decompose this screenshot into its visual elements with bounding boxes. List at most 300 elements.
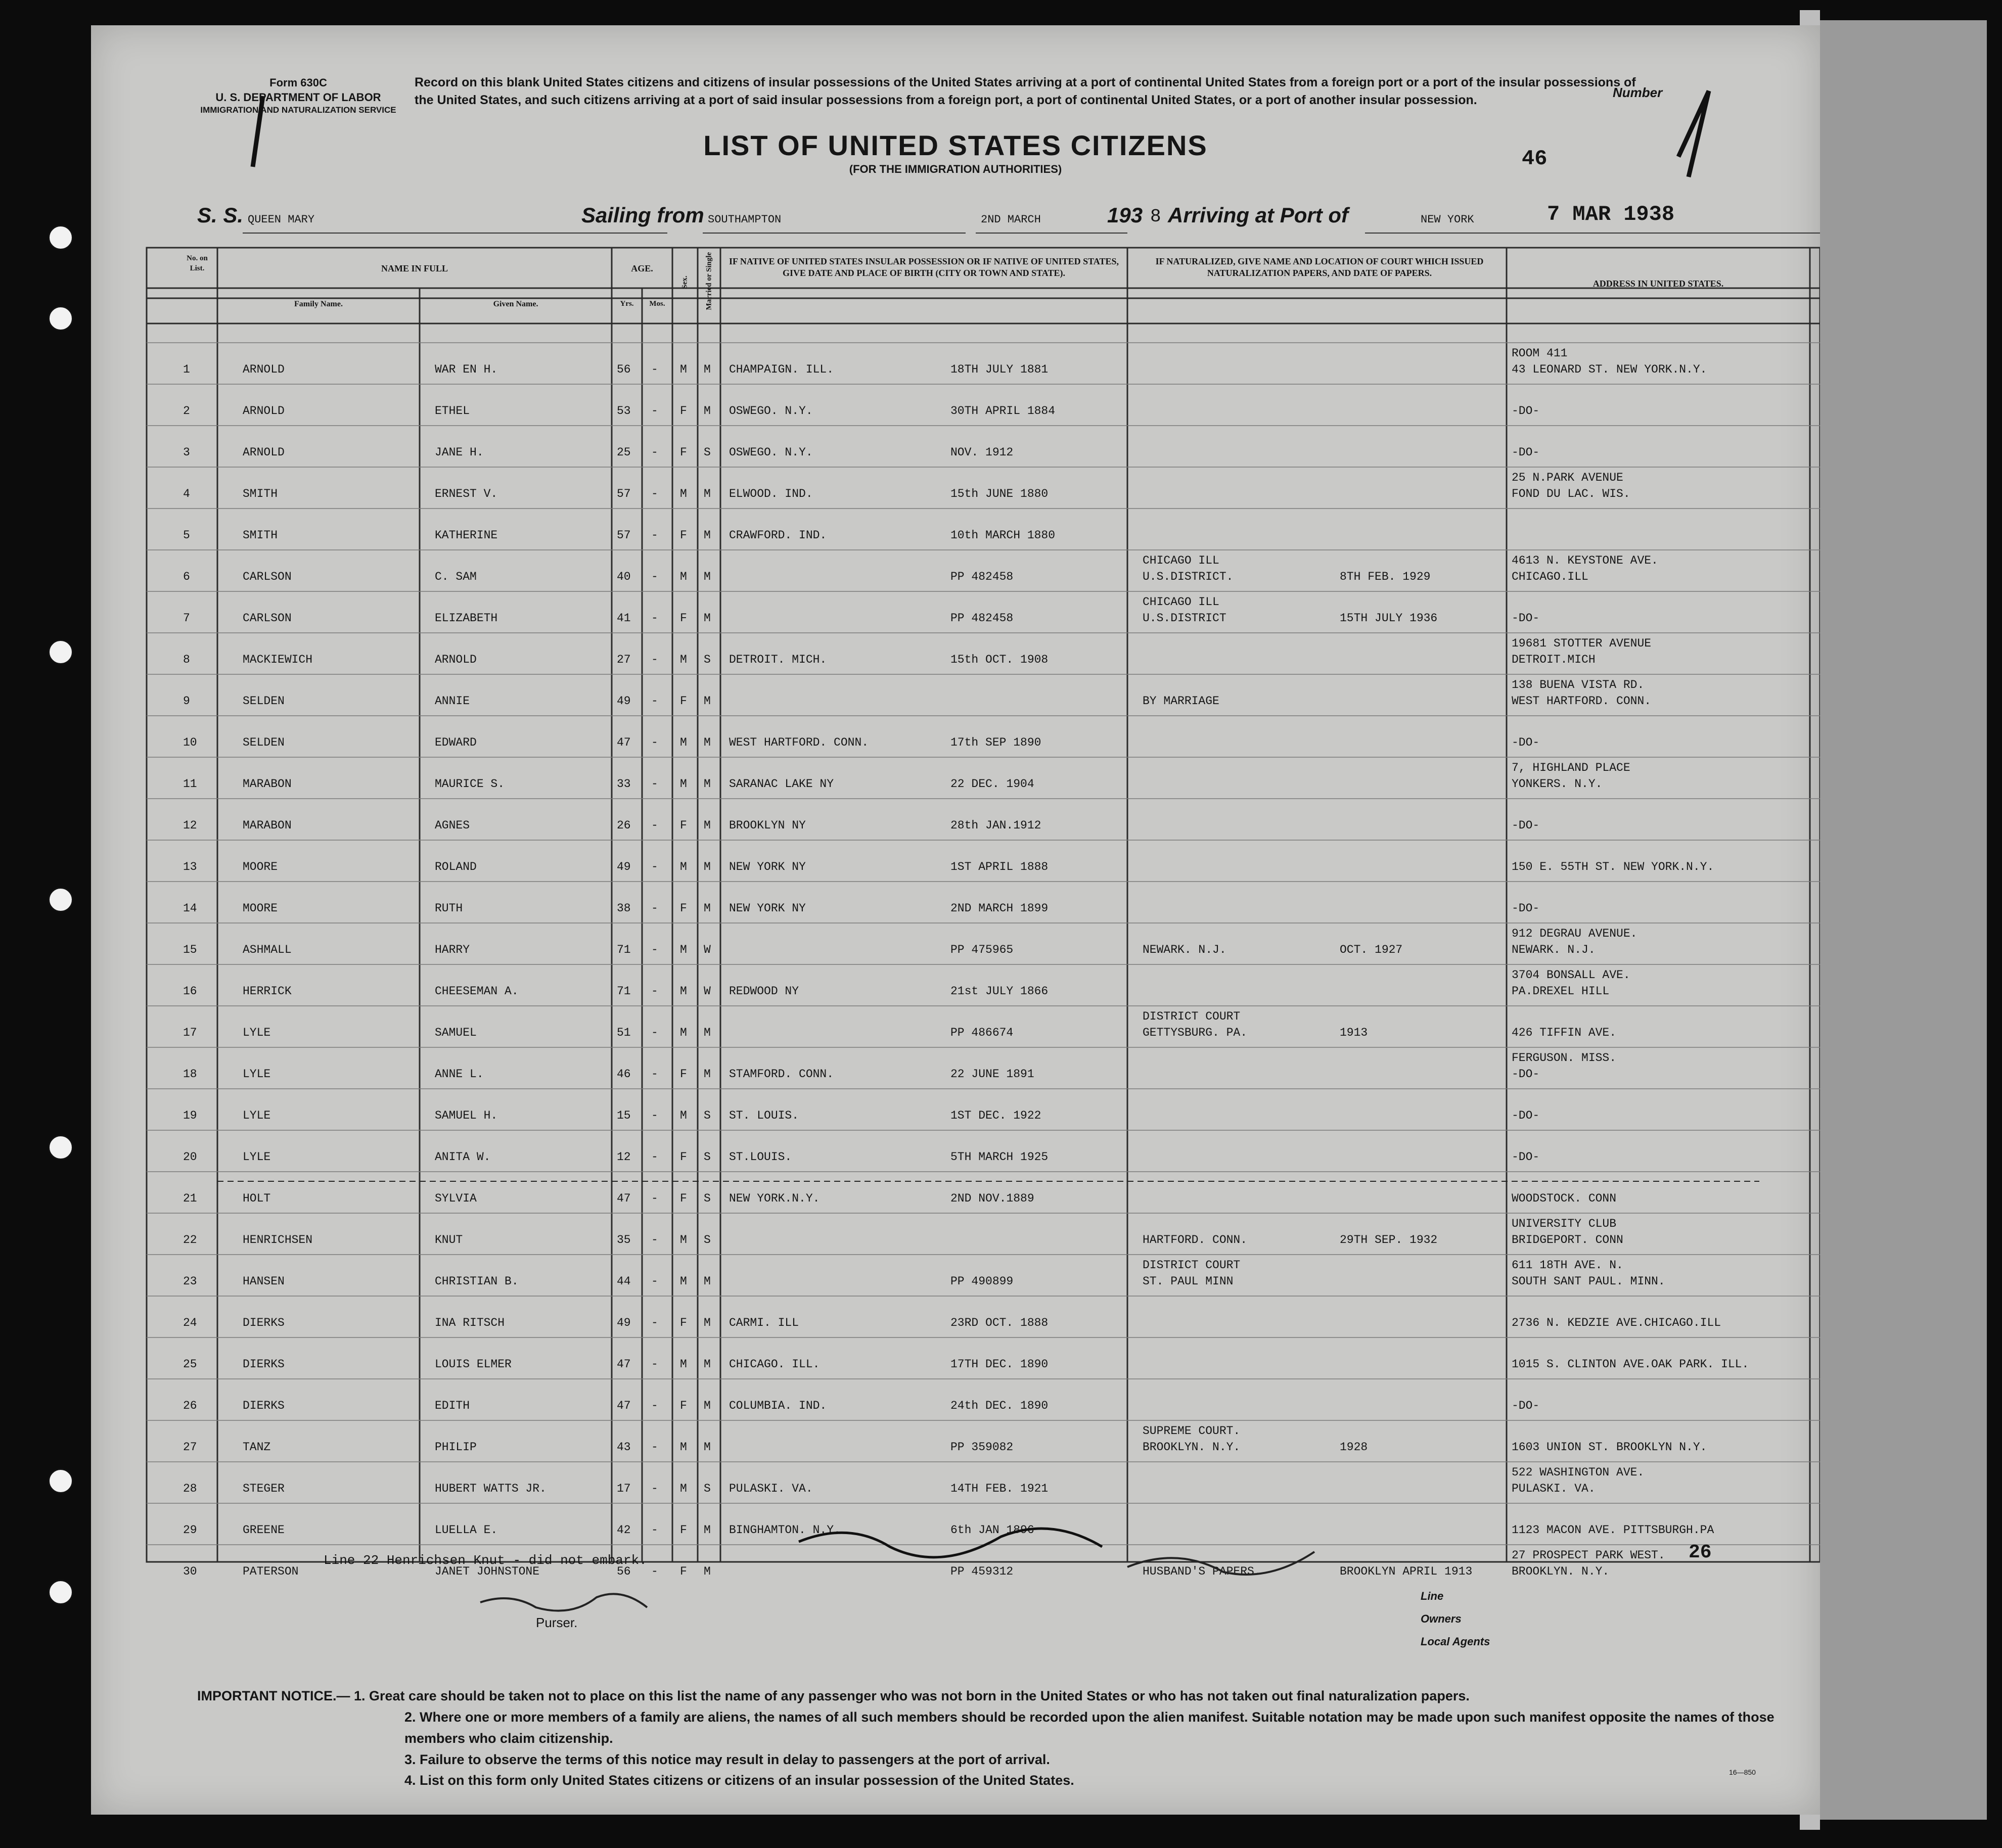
marital-status: W — [704, 985, 711, 998]
naturalization-date: 1913 — [1340, 1026, 1368, 1039]
age-years: 71 — [617, 943, 631, 956]
inspector-signature — [799, 1529, 1102, 1557]
age-years: 42 — [617, 1523, 631, 1537]
year-prefix: 193 — [1107, 203, 1143, 227]
birth-date: 6th JAN 1896 — [950, 1523, 1034, 1537]
preamble-text: Record on this blank United States citizens and citizens of insular possessions of the United States arriving at a port of continental United States from a foreign port or a port of the insular possessions of the United States, and such citizens arriving at a port of said insular possessions from a foreign port, a port of continental United States, or a port of another insular possession. — [415, 75, 1636, 107]
given-name: CHEESEMAN A. — [435, 985, 519, 998]
given-name: INA RITSCH — [435, 1316, 505, 1329]
address-line-1: 3704 BONSALL AVE. — [1512, 968, 1630, 982]
notice-item-2: 2. Where one or more members of a family are aliens, the names of all such members should be recorded upon the alien manifest. Suitable notation may be made upon such manifest opposite the names of those members who claim citizenship. — [404, 1709, 1774, 1746]
marital-status: M — [704, 819, 711, 832]
birth-place: CHICAGO. ILL. — [729, 1358, 820, 1371]
birth-place: BINGHAMTON. N.Y. — [729, 1523, 841, 1537]
sex: M — [680, 570, 687, 583]
age-years: 47 — [617, 736, 631, 749]
birth-date: NOV. 1912 — [950, 446, 1014, 459]
sailing-date: 2ND MARCH — [981, 213, 1041, 226]
given-name: SYLVIA — [435, 1192, 477, 1205]
handwritten-stroke-left — [253, 96, 263, 167]
address-line-2: -DO- — [1512, 819, 1540, 832]
age-years: 38 — [617, 902, 631, 915]
birth-date: 2ND MARCH 1899 — [950, 902, 1049, 915]
ss-label: S. S. — [197, 203, 244, 227]
marital-status: M — [704, 777, 711, 791]
address-line-2: SOUTH SANT PAUL. MINN. — [1512, 1275, 1665, 1288]
family-name: SMITH — [243, 487, 278, 500]
binder-hole — [48, 225, 73, 250]
given-name: JANE H. — [435, 446, 484, 459]
family-name: HERRICK — [243, 985, 292, 998]
age-years: 35 — [617, 1233, 631, 1246]
address-line-2: 150 E. 55TH ST. NEW YORK.N.Y. — [1512, 860, 1714, 873]
age-years: 53 — [617, 404, 631, 418]
address-line-2: -DO- — [1512, 902, 1540, 915]
address-line-1: 19681 STOTTER AVENUE — [1512, 637, 1652, 650]
age-months: - — [651, 777, 658, 791]
marital-status: M — [704, 1399, 711, 1412]
family-name: DIERKS — [243, 1399, 285, 1412]
age-months: - — [651, 943, 658, 956]
address-line-2: -DO- — [1512, 612, 1540, 625]
row-number: 18 — [183, 1068, 197, 1081]
address-line-1: 25 N.PARK AVENUE — [1512, 471, 1623, 484]
family-name: CARLSON — [243, 612, 292, 625]
age-years: 46 — [617, 1068, 631, 1081]
naturalization-date: OCT. 1927 — [1340, 943, 1403, 956]
naturalization-court: NEWARK. N.J. — [1143, 943, 1226, 956]
address-line-1: UNIVERSITY CLUB — [1512, 1217, 1617, 1230]
birth-date: 22 JUNE 1891 — [950, 1068, 1034, 1081]
sailing-label: Sailing from — [581, 203, 704, 227]
marital-status: S — [704, 446, 711, 459]
naturalization-court: ST. PAUL MINN — [1143, 1275, 1234, 1288]
sex: F — [680, 1192, 687, 1205]
sex: M — [680, 985, 687, 998]
sex: M — [680, 363, 687, 376]
birth-date: PP 486674 — [950, 1026, 1014, 1039]
marital-status: S — [704, 1109, 711, 1122]
address-line-2: -DO- — [1512, 1109, 1540, 1122]
family-name: SMITH — [243, 529, 278, 542]
address-line-2: 1123 MACON AVE. PITTSBURGH.PA — [1512, 1523, 1714, 1537]
given-name: CHRISTIAN B. — [435, 1275, 519, 1288]
age-months: - — [651, 653, 658, 666]
sex: F — [680, 1565, 687, 1578]
age-years: 44 — [617, 1275, 631, 1288]
birth-date: 17th SEP 1890 — [950, 736, 1041, 749]
birth-date: 28th JAN.1912 — [950, 819, 1041, 832]
header-name-in-full: NAME IN FULL — [381, 263, 448, 273]
naturalization-court: GETTYSBURG. PA. — [1143, 1026, 1248, 1039]
family-name: GREENE — [243, 1523, 285, 1537]
header-naturalized: IF NATURALIZED, GIVE NAME AND LOCATION OF COURT WHICH ISSUED NATURALIZATION PAPERS, AND DATE OF PAPERS. — [1155, 256, 1484, 279]
sex: M — [680, 1275, 687, 1288]
birth-date: 18TH JULY 1881 — [950, 363, 1049, 376]
address-line-2: PULASKI. VA. — [1512, 1482, 1596, 1495]
family-name: MOORE — [243, 860, 278, 873]
sex: F — [680, 1068, 687, 1081]
sex: M — [680, 1482, 687, 1495]
address-line-2: 1603 UNION ST. BROOKLYN N.Y. — [1512, 1441, 1707, 1454]
address-line-2: -DO- — [1512, 446, 1540, 459]
birth-date: PP 459312 — [950, 1565, 1014, 1578]
given-name: SAMUEL — [435, 1026, 477, 1039]
birth-date: 22 DEC. 1904 — [950, 777, 1034, 791]
age-years: 47 — [617, 1399, 631, 1412]
sex: M — [680, 1026, 687, 1039]
age-months: - — [651, 1233, 658, 1246]
address-line-2: -DO- — [1512, 404, 1540, 418]
family-name: MACKIEWICH — [243, 653, 313, 666]
sex: F — [680, 902, 687, 915]
naturalization-court: U.S.DISTRICT. — [1143, 570, 1234, 583]
address-line-2: PA.DREXEL HILL — [1512, 985, 1610, 998]
page-number: 26 — [1689, 1542, 1712, 1563]
birth-place: CRAWFORD. IND. — [729, 529, 827, 542]
age-years: 56 — [617, 1565, 631, 1578]
given-name: ERNEST V. — [435, 487, 498, 500]
age-years: 12 — [617, 1150, 631, 1164]
age-years: 40 — [617, 570, 631, 583]
address-line-1: 522 WASHINGTON AVE. — [1512, 1466, 1645, 1479]
age-years: 15 — [617, 1109, 631, 1122]
row-number: 5 — [183, 529, 190, 542]
birth-date: PP 359082 — [950, 1441, 1014, 1454]
handwritten-number-one — [1678, 91, 1709, 177]
age-months: - — [651, 860, 658, 873]
family-name: MARABON — [243, 819, 292, 832]
birth-date: 24th DEC. 1890 — [950, 1399, 1049, 1412]
age-years: 27 — [617, 653, 631, 666]
age-months: - — [651, 1399, 658, 1412]
row-number: 21 — [183, 1192, 197, 1205]
row-number: 20 — [183, 1150, 197, 1164]
address-line-2: CHICAGO.ILL — [1512, 570, 1588, 583]
row-number: 10 — [183, 736, 197, 749]
marital-status: S — [704, 1150, 711, 1164]
given-name: LOUIS ELMER — [435, 1358, 512, 1371]
address-line-2: WEST HARTFORD. CONN. — [1512, 695, 1652, 708]
binder-hole — [48, 306, 73, 331]
birth-place: WEST HARTFORD. CONN. — [729, 736, 869, 749]
birth-place: DETROIT. MICH. — [729, 653, 827, 666]
marital-status: M — [704, 1565, 711, 1578]
row-number: 27 — [183, 1441, 197, 1454]
row-number: 19 — [183, 1109, 197, 1122]
row-number: 25 — [183, 1358, 197, 1371]
family-name: SELDEN — [243, 695, 285, 708]
row-number: 24 — [183, 1316, 197, 1329]
marital-status: S — [704, 1482, 711, 1495]
manifest-sheet — [91, 25, 1820, 1815]
address-line-1: 611 18TH AVE. N. — [1512, 1259, 1623, 1272]
birth-place: SARANAC LAKE NY — [729, 777, 834, 791]
age-months: - — [651, 736, 658, 749]
marital-status: M — [704, 860, 711, 873]
address-line-2: DETROIT.MICH — [1512, 653, 1596, 666]
number-label: Number — [1613, 85, 1663, 100]
address-line-1: 4613 N. KEYSTONE AVE. — [1512, 554, 1658, 567]
family-name: TANZ — [243, 1441, 271, 1454]
age-months: - — [651, 612, 658, 625]
header-family-name: Family Name. — [294, 300, 343, 308]
family-name: DIERKS — [243, 1358, 285, 1371]
age-months: - — [651, 1192, 658, 1205]
page-title: LIST OF UNITED STATES CITIZENS — [703, 129, 1208, 161]
sex: F — [680, 695, 687, 708]
marital-status: M — [704, 529, 711, 542]
given-name: ANNE L. — [435, 1068, 484, 1081]
birth-date: 15th JUNE 1880 — [950, 487, 1049, 500]
age-months: - — [651, 529, 658, 542]
row-number: 15 — [183, 943, 197, 956]
given-name: PHILIP — [435, 1441, 477, 1454]
age-years: 41 — [617, 612, 631, 625]
birth-date: 1ST APRIL 1888 — [950, 860, 1049, 873]
naturalization-court: BY MARRIAGE — [1143, 695, 1219, 708]
address-line-2: 426 TIFFIN AVE. — [1512, 1026, 1617, 1039]
given-name: KATHERINE — [435, 529, 498, 542]
family-name: ASHMALL — [243, 943, 292, 956]
from-port: SOUTHAMPTON — [708, 213, 782, 226]
page-subtitle: (FOR THE IMMIGRATION AUTHORITIES) — [849, 163, 1062, 175]
family-name: ARNOLD — [243, 446, 285, 459]
address-line-2: 2736 N. KEDZIE AVE.CHICAGO.ILL — [1512, 1316, 1721, 1329]
age-years: 56 — [617, 363, 631, 376]
naturalization-location: DISTRICT COURT — [1143, 1259, 1241, 1272]
given-name: MAURICE S. — [435, 777, 505, 791]
family-name: CARLSON — [243, 570, 292, 583]
birth-place: CARMI. ILL — [729, 1316, 799, 1329]
naturalization-date: 8TH FEB. 1929 — [1340, 570, 1431, 583]
row-number: 28 — [183, 1482, 197, 1495]
given-name: RUTH — [435, 902, 463, 915]
given-name: ARNOLD — [435, 653, 477, 666]
family-name: LYLE — [243, 1150, 271, 1164]
marital-status: M — [704, 1026, 711, 1039]
given-name: JANET JOHNSTONE — [435, 1565, 540, 1578]
birth-date: PP 482458 — [950, 570, 1014, 583]
age-years: 51 — [617, 1026, 631, 1039]
birth-date: 14TH FEB. 1921 — [950, 1482, 1049, 1495]
age-months: - — [651, 1565, 658, 1578]
birth-place: ELWOOD. IND. — [729, 487, 813, 500]
family-name: HANSEN — [243, 1275, 285, 1288]
given-name: C. SAM — [435, 570, 477, 583]
marital-status: M — [704, 736, 711, 749]
family-name: PATERSON — [243, 1565, 299, 1578]
footnote-line-22: Line 22 Henrichsen Knut - did not embark. — [324, 1553, 647, 1568]
header-given-name: Given Name. — [493, 300, 538, 308]
local-agents-label: Local Agents — [1421, 1635, 1490, 1648]
sex: F — [680, 1316, 687, 1329]
age-months: - — [651, 487, 658, 500]
header-sex: Sex. — [680, 275, 689, 289]
header-married: Married or Single — [705, 252, 713, 310]
marital-status: M — [704, 404, 711, 418]
naturalization-court: BROOKLYN. N.Y. — [1143, 1441, 1241, 1454]
header-yrs: Yrs. — [620, 300, 634, 308]
marital-status: M — [704, 1523, 711, 1537]
row-number: 23 — [183, 1275, 197, 1288]
family-name: LYLE — [243, 1109, 271, 1122]
family-name: SELDEN — [243, 736, 285, 749]
naturalization-court: HARTFORD. CONN. — [1143, 1233, 1248, 1246]
row-number: 6 — [183, 570, 190, 583]
notice-heading: IMPORTANT NOTICE.— — [197, 1688, 350, 1703]
age-months: - — [651, 1275, 658, 1288]
naturalization-court: U.S.DISTRICT — [1143, 612, 1226, 625]
row-number: 9 — [183, 695, 190, 708]
birth-place: PULASKI. VA. — [729, 1482, 813, 1495]
form-code: 16—850 — [1729, 1768, 1756, 1776]
birth-place: BROOKLYN NY — [729, 819, 806, 832]
given-name: KNUT — [435, 1233, 463, 1246]
sex: M — [680, 1358, 687, 1371]
address-line-2: 1015 S. CLINTON AVE.OAK PARK. ILL. — [1512, 1358, 1749, 1371]
row-number: 8 — [183, 653, 190, 666]
address-line-2: YONKERS. N.Y. — [1512, 777, 1603, 791]
marital-status: S — [704, 1192, 711, 1205]
address-line-1: 7, HIGHLAND PLACE — [1512, 761, 1630, 774]
binder-hole — [48, 639, 73, 665]
header-no: No. on List. — [187, 254, 208, 272]
row-number: 12 — [183, 819, 197, 832]
age-years: 71 — [617, 985, 631, 998]
row-number: 2 — [183, 404, 190, 418]
row-number: 17 — [183, 1026, 197, 1039]
header-birth: IF NATIVE OF UNITED STATES INSULAR POSSESSION OR IF NATIVE OF UNITED STATES, GIVE DATE AND PLACE OF BIRTH (CITY OR TOWN AND STATE). — [729, 256, 1119, 279]
age-months: - — [651, 363, 658, 376]
binder-hole — [48, 887, 73, 912]
address-line-1: FERGUSON. MISS. — [1512, 1051, 1617, 1065]
marital-status: M — [704, 695, 711, 708]
family-name: HOLT — [243, 1192, 271, 1205]
sex: F — [680, 819, 687, 832]
birth-place: STAMFORD. CONN. — [729, 1068, 834, 1081]
form-department: U. S. DEPARTMENT OF LABOR — [215, 90, 381, 104]
birth-place: COLUMBIA. IND. — [729, 1399, 827, 1412]
marital-status: S — [704, 653, 711, 666]
given-name: EDWARD — [435, 736, 477, 749]
family-name: MOORE — [243, 902, 278, 915]
age-years: 57 — [617, 529, 631, 542]
handwritten-marks — [91, 25, 1820, 1815]
naturalization-date: 29TH SEP. 1932 — [1340, 1233, 1438, 1246]
given-name: LUELLA E. — [435, 1523, 498, 1537]
given-name: HUBERT WATTS JR. — [435, 1482, 547, 1495]
birth-place: REDWOOD NY — [729, 985, 799, 998]
sex: M — [680, 943, 687, 956]
notice-item-3: 3. Failure to observe the terms of this notice may result in delay to passengers at the port of arrival. — [404, 1751, 1050, 1767]
binder-hole — [48, 1580, 73, 1605]
row-number: 7 — [183, 612, 190, 625]
ship-name: QUEEN MARY — [248, 213, 315, 226]
sex: M — [680, 487, 687, 500]
notice-item-4: 4. List on this form only United States citizens or citizens of an insular possession of the United States. — [404, 1773, 1074, 1788]
form-service: IMMIGRATION AND NATURALIZATION SERVICE — [200, 105, 396, 115]
age-years: 17 — [617, 1482, 631, 1495]
sex: M — [680, 653, 687, 666]
to-port: NEW YORK — [1421, 213, 1474, 226]
birth-place: ST. LOUIS. — [729, 1109, 799, 1122]
marital-status: S — [704, 1233, 711, 1246]
marital-status: M — [704, 1068, 711, 1081]
birth-place: OSWEGO. N.Y. — [729, 404, 813, 418]
given-name: ETHEL — [435, 404, 470, 418]
family-name: LYLE — [243, 1068, 271, 1081]
given-name: ROLAND — [435, 860, 477, 873]
naturalization-court: HUSBAND'S PAPERS. — [1143, 1565, 1261, 1578]
age-years: 49 — [617, 1316, 631, 1329]
birth-date: 30TH APRIL 1884 — [950, 404, 1056, 418]
address-line-1: 27 PROSPECT PARK WEST. — [1512, 1549, 1665, 1562]
purser-label: Purser. — [536, 1615, 578, 1630]
birth-date: 21st JULY 1866 — [950, 985, 1049, 998]
row-number: 30 — [183, 1565, 197, 1578]
marital-status: M — [704, 363, 711, 376]
sex: M — [680, 736, 687, 749]
age-years: 33 — [617, 777, 631, 791]
given-name: ELIZABETH — [435, 612, 498, 625]
arrival-date-stamp: 7 MAR 1938 — [1547, 202, 1675, 226]
age-months: - — [651, 985, 658, 998]
row-number: 22 — [183, 1233, 197, 1246]
sex: M — [680, 1233, 687, 1246]
age-months: - — [651, 1316, 658, 1329]
given-name: ANITA W. — [435, 1150, 491, 1164]
birth-date: 1ST DEC. 1922 — [950, 1109, 1041, 1122]
age-years: 26 — [617, 819, 631, 832]
family-name: ARNOLD — [243, 404, 285, 418]
address-line-2: -DO- — [1512, 1150, 1540, 1164]
naturalization-location: CHICAGO ILL — [1143, 554, 1219, 567]
age-months: - — [651, 1482, 658, 1495]
age-months: - — [651, 1358, 658, 1371]
address-line-2: 43 LEONARD ST. NEW YORK.N.Y. — [1512, 363, 1707, 376]
sex: M — [680, 1109, 687, 1122]
marital-status: M — [704, 612, 711, 625]
important-notice — [197, 1686, 1790, 1791]
marital-status: M — [704, 487, 711, 500]
age-years: 47 — [617, 1192, 631, 1205]
age-years: 49 — [617, 695, 631, 708]
row-number: 26 — [183, 1399, 197, 1412]
birth-date: 23RD OCT. 1888 — [950, 1316, 1049, 1329]
address-line-2: -DO- — [1512, 736, 1540, 749]
age-years: 47 — [617, 1358, 631, 1371]
birth-place: NEW YORK NY — [729, 860, 806, 873]
age-months: - — [651, 404, 658, 418]
naturalization-date: 1928 — [1340, 1441, 1368, 1454]
birth-date: PP 475965 — [950, 943, 1014, 956]
family-name: ARNOLD — [243, 363, 285, 376]
sex: F — [680, 1150, 687, 1164]
row-number: 29 — [183, 1523, 197, 1537]
form-number: Form 630C — [269, 76, 327, 89]
stamp-number: 46 — [1522, 147, 1548, 171]
birth-place: OSWEGO. N.Y. — [729, 446, 813, 459]
birth-date: 5TH MARCH 1925 — [950, 1150, 1049, 1164]
age-months: - — [651, 695, 658, 708]
birth-place: NEW YORK NY — [729, 902, 806, 915]
family-name: MARABON — [243, 777, 292, 791]
year-digit: 8 — [1150, 206, 1161, 227]
sex: M — [680, 777, 687, 791]
address-line-1: 912 DEGRAU AVENUE. — [1512, 927, 1637, 940]
address-line-2: BROOKLYN. N.Y. — [1512, 1565, 1610, 1578]
